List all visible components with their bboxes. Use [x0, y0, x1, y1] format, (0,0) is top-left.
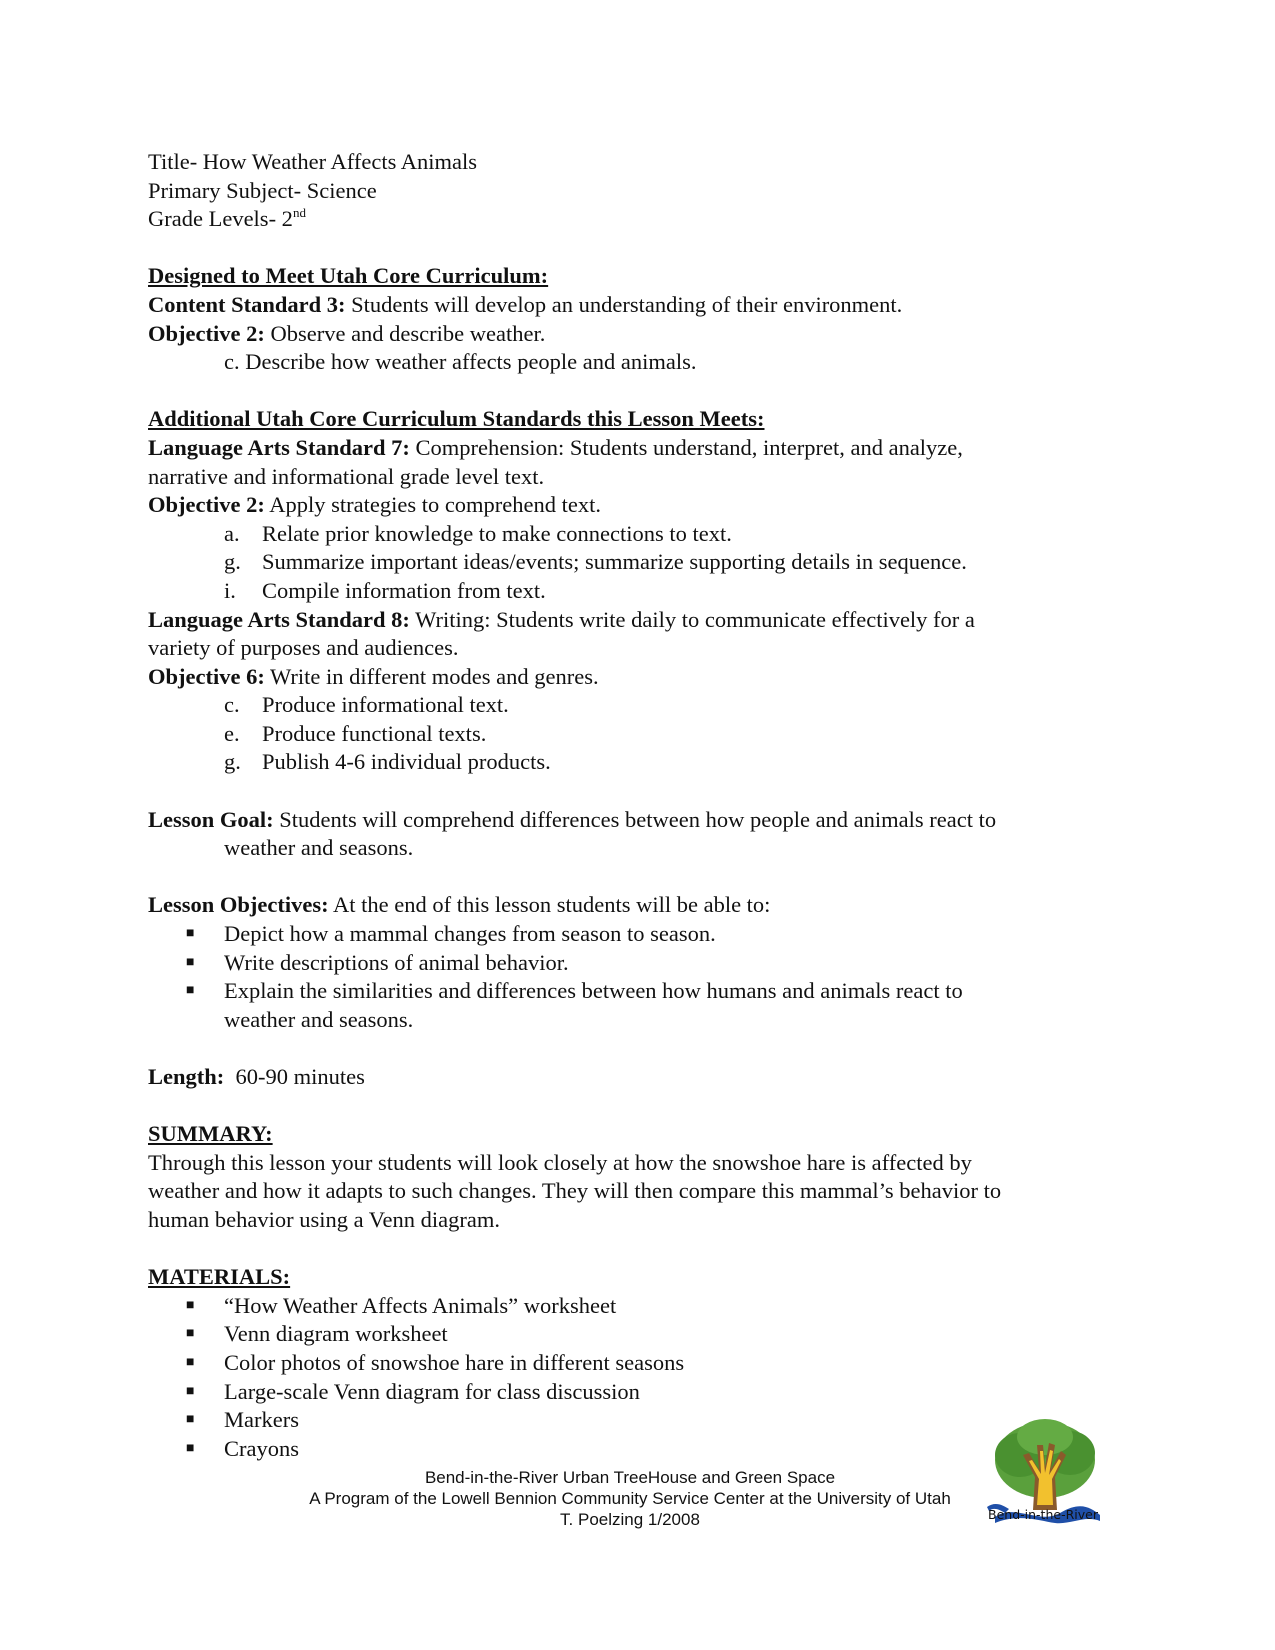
bullet-icon: ■ [186, 954, 195, 970]
list-item-text: Write descriptions of animal behavior. [224, 949, 569, 975]
bullet-icon: ■ [186, 1354, 195, 1370]
list-item [148, 1349, 1148, 1378]
summary-line: human behavior using a Venn diagram. [148, 1206, 501, 1232]
grade-line [148, 205, 1148, 234]
core-objective-label: Objective 2: [148, 320, 265, 346]
content-standard-line [148, 291, 1148, 320]
bullet-icon: ■ [186, 1297, 195, 1313]
grade-superscript: nd [292, 205, 306, 221]
list-marker: i. [224, 577, 236, 603]
la8-objective-label: Objective 6: [148, 663, 265, 689]
core-sub-item: c. Describe how weather affects people and animals. [224, 349, 697, 375]
core-objective-text: Observe and describe weather. [264, 320, 546, 346]
list-item [148, 691, 1148, 720]
list-item-text: Produce informational text. [262, 692, 509, 718]
list-item-text: Venn diagram worksheet [224, 1321, 448, 1347]
page-footer [230, 1467, 1030, 1530]
goal-label: Lesson Goal: [148, 806, 274, 832]
la7-label: Language Arts Standard 7: [148, 434, 410, 460]
list-item-text: “How Weather Affects Animals” worksheet [224, 1292, 617, 1318]
la7-text: Comprehension: Students understand, interpret, and analyze, [409, 434, 963, 460]
list-item [148, 748, 1148, 777]
list-item-text: Publish 4-6 individual products. [262, 749, 551, 775]
summary-line: weather and how it adapts to such changes. They will then compare this mammal’s behavior to [148, 1178, 1002, 1204]
goal-line1 [148, 806, 1148, 835]
list-item-text: Markers [224, 1407, 299, 1433]
list-item [148, 1292, 1148, 1321]
objectives-intro: At the end of this lesson students will be able to: [328, 892, 771, 918]
footer-line3: T. Poelzing 1/2008 [560, 1510, 700, 1529]
list-marker: e. [224, 720, 240, 746]
additional-heading: Additional Utah Core Curriculum Standards this Lesson Meets: [148, 406, 765, 432]
la7-line2: narrative and informational grade level text. [148, 463, 545, 489]
length-line [148, 1063, 1148, 1092]
list-item-text: Crayons [224, 1435, 299, 1461]
footer-line1: Bend-in-the-River Urban TreeHouse and Green Space [424, 1468, 836, 1487]
grade-text: Grade Levels- 2 [148, 206, 293, 232]
list-item [148, 577, 1148, 606]
la8-line1 [148, 606, 1148, 635]
list-marker: c. [224, 692, 240, 718]
list-item [148, 548, 1148, 577]
la8-line2: variety of purposes and audiences. [148, 635, 459, 661]
list-item-text: Produce functional texts. [262, 720, 487, 746]
list-item [148, 977, 1148, 1034]
list-item-text: Explain the similarities and differences between how humans and animals react to weather and seasons. [224, 978, 963, 1032]
summary-line: Through this lesson your students will look closely at how the snowshoe hare is affected by [148, 1149, 972, 1175]
objectives-line [148, 891, 1148, 920]
la7-objective-text: Apply strategies to comprehend text. [264, 492, 602, 518]
list-item-text: Compile information from text. [262, 577, 546, 603]
summary-heading: SUMMARY: [148, 1121, 273, 1147]
list-item [148, 1378, 1148, 1407]
subject-line: Primary Subject- Science [148, 177, 377, 203]
logo-text: Bend-in-the-River [988, 1507, 1098, 1522]
core-heading: Designed to Meet Utah Core Curriculum: [148, 263, 549, 289]
content-standard-text: Students will develop an understanding of their environment. [345, 291, 903, 317]
core-objective-line [148, 320, 1148, 349]
la8-text: Writing: Students write daily to communicate effectively for a [409, 606, 975, 632]
list-item-text: Summarize important ideas/events; summarize supporting details in sequence. [262, 549, 967, 575]
la8-label: Language Arts Standard 8: [148, 606, 410, 632]
list-item-text: Large-scale Venn diagram for class discussion [224, 1378, 640, 1404]
list-item [148, 720, 1148, 749]
la7-objective-line [148, 491, 1148, 520]
list-item [148, 949, 1148, 978]
goal-line2: weather and seasons. [224, 835, 414, 861]
title-line: Title- How Weather Affects Animals [148, 149, 477, 174]
goal-text: Students will comprehend differences between how people and animals react to [273, 806, 997, 832]
length-value: 60-90 minutes [224, 1064, 365, 1089]
bullet-icon: ■ [186, 983, 195, 999]
bullet-icon: ■ [186, 1440, 195, 1456]
bullet-icon: ■ [186, 1326, 195, 1342]
list-item [148, 920, 1148, 949]
materials-heading: MATERIALS: [148, 1264, 291, 1290]
list-marker: a. [224, 520, 240, 546]
bullet-icon: ■ [186, 1383, 195, 1399]
bullet-icon: ■ [186, 926, 195, 942]
list-marker: g. [224, 749, 241, 775]
list-item [148, 1320, 1148, 1349]
la8-objective-line [148, 663, 1148, 692]
document-body [148, 148, 1148, 1463]
length-label: Length: [148, 1064, 225, 1089]
bullet-icon: ■ [186, 1412, 195, 1428]
objectives-label: Lesson Objectives: [148, 892, 329, 918]
la7-line1 [148, 434, 1148, 463]
la7-objective-label: Objective 2: [148, 492, 265, 518]
list-item-text: Depict how a mammal changes from season to season. [224, 921, 716, 947]
footer-line2: A Program of the Lowell Bennion Community Service Center at the University of Utah [309, 1489, 951, 1508]
list-item-text: Relate prior knowledge to make connections to text. [262, 520, 732, 546]
content-standard-label: Content Standard 3: [148, 291, 346, 317]
list-item [148, 520, 1148, 549]
list-item-text: Color photos of snowshoe hare in different seasons [224, 1349, 685, 1375]
la8-objective-text: Write in different modes and genres. [264, 663, 599, 689]
list-marker: g. [224, 549, 241, 575]
